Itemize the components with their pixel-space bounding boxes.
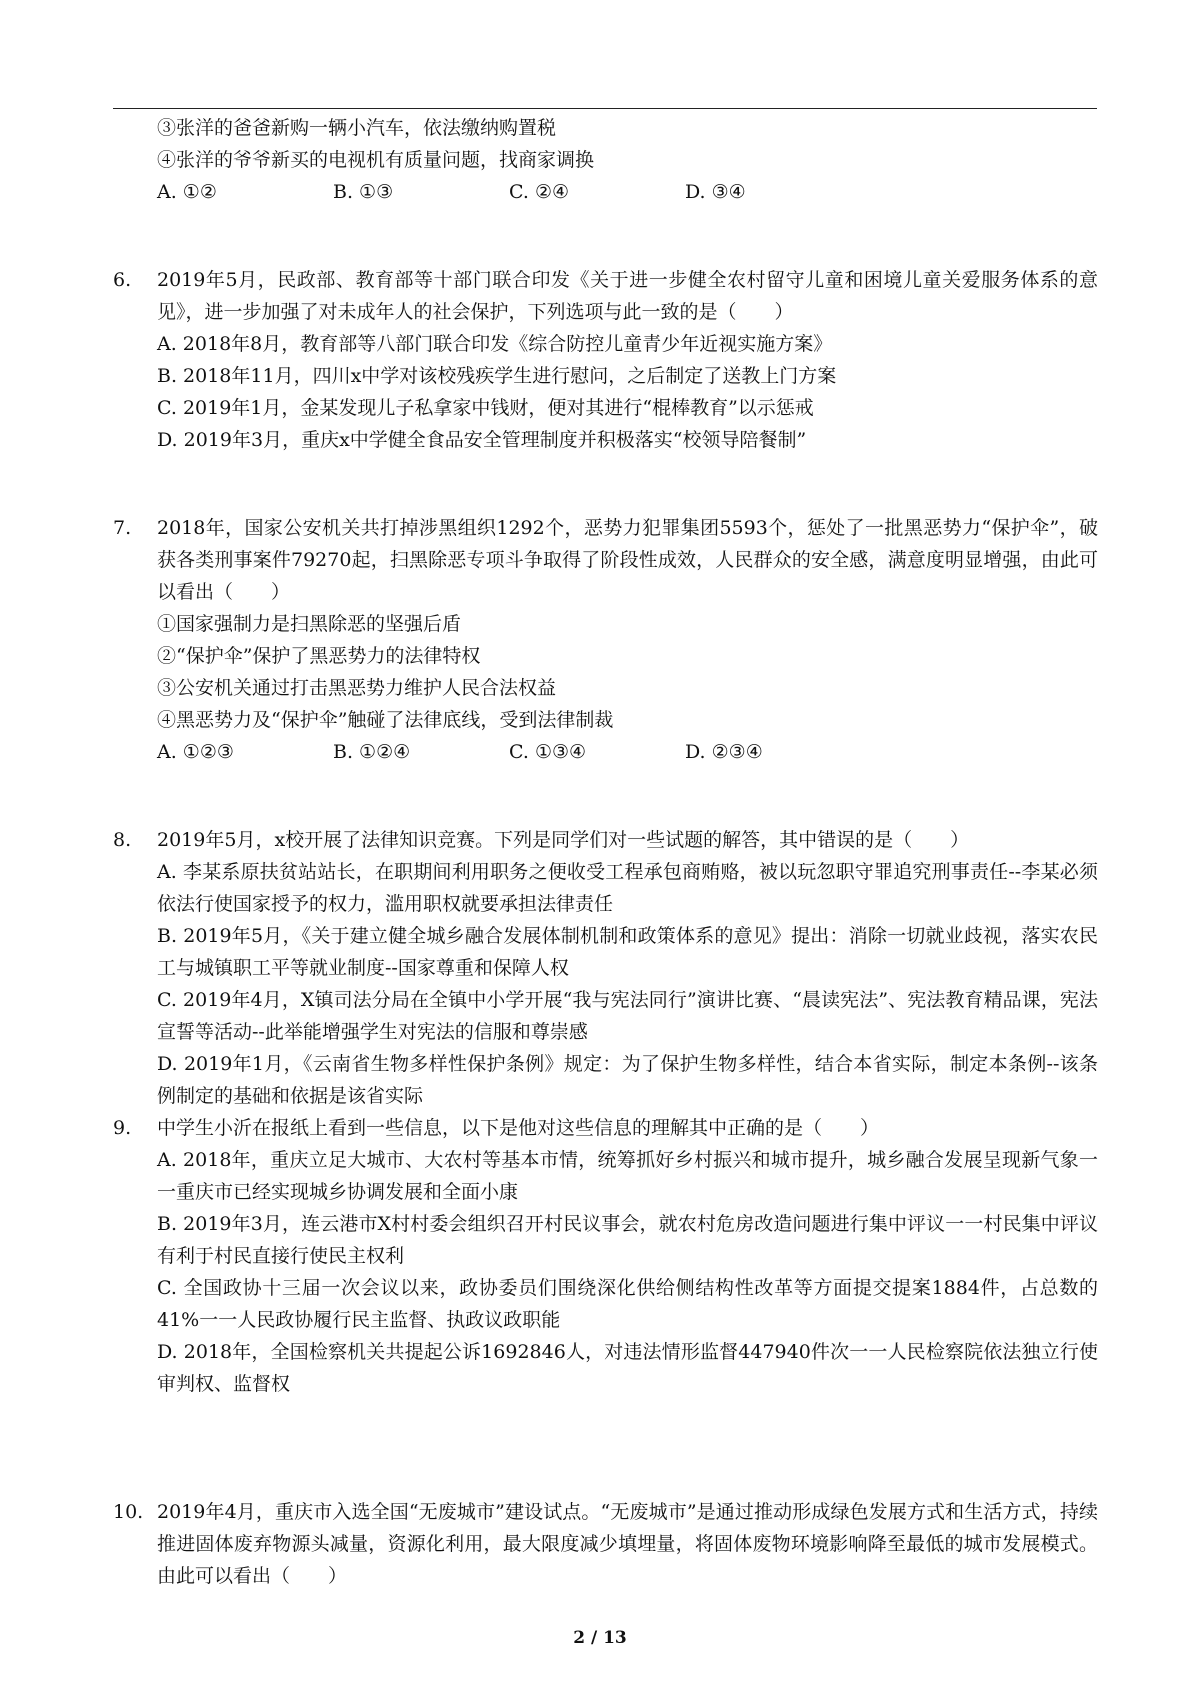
question-6 — [113, 264, 1098, 456]
q5-option-a: A. ①② — [157, 181, 217, 203]
exam-page-content — [113, 112, 1098, 1592]
question-8 — [113, 824, 1098, 1112]
q9-choice-b: B. 2019年3月，连云港市X村村委会组织召开村民议事会，就农村危房改造问题进行集中评议一一村民集中评议有利于村民直接行使民主权利 — [157, 1213, 1098, 1267]
header-rule — [113, 108, 1097, 109]
q5-option-b: B. ①③ — [333, 181, 394, 203]
q6-choice-c: C. 2019年1月，金某发现儿子私拿家中钱财，便对其进行“棍棒教育”以示惩戒 — [157, 397, 814, 419]
question-9-number: 9. — [113, 1117, 132, 1139]
q7-item-1: ①国家强制力是扫黑除恶的坚强后盾 — [157, 613, 462, 635]
q5-options — [113, 176, 1098, 208]
q6-choice-d: D. 2019年3月，重庆x中学健全食品安全管理制度并积极落实“校领导陪餐制” — [157, 429, 807, 451]
q5-option-c: C. ②④ — [509, 181, 570, 203]
q8-choice-c: C. 2019年4月，X镇司法分局在全镇中小学开展“我与宪法同行”演讲比赛、“晨读宪法”、宪法教育精品课，宪法宣誓等活动--此举能增强学生对宪法的信服和尊崇感 — [157, 989, 1098, 1043]
question-8-number: 8. — [113, 829, 132, 851]
q7-item-4: ④黑恶势力及“保护伞”触碰了法律底线，受到法律制裁 — [157, 709, 614, 731]
question-9 — [113, 1112, 1098, 1400]
q6-choice-a: A. 2018年8月，教育部等八部门联合印发《综合防控儿童青少年近视实施方案》 — [157, 333, 833, 355]
question-7 — [113, 512, 1098, 736]
q7-option-b: B. ①②④ — [333, 741, 411, 763]
q8-choice-d: D. 2019年1月，《云南省生物多样性保护条例》规定：为了保护生物多样性，结合本省实际，制定本条例--该条例制定的基础和依据是该省实际 — [157, 1053, 1098, 1107]
q9-choice-c: C. 全国政协十三届一次会议以来，政协委员们围绕深化供给侧结构性改革等方面提交提案1884件，占总数的41%一一人民政协履行民主监督、执政议政职能 — [157, 1277, 1098, 1331]
question-10-stem: 2019年4月，重庆市入选全国“无废城市”建设试点。“无废城市”是通过推动形成绿色发展方式和生活方式，持续推进固体废弃物源头减量，资源化利用，最大限度减少填埋量，将固体废物环境影响降至最低的城市发展模式。由此可以看出（ ） — [157, 1501, 1098, 1587]
page-number: 2 / 13 — [573, 1628, 627, 1648]
q9-choice-a: A. 2018年，重庆立足大城市、大农村等基本市情，统筹抓好乡村振兴和城市提升，城乡融合发展呈现新气象一一重庆市已经实现城乡协调发展和全面小康 — [157, 1149, 1098, 1203]
question-7-number: 7. — [113, 517, 132, 539]
q6-choice-b: B. 2018年11月，四川x中学对该校残疾学生进行慰问，之后制定了送教上门方案 — [157, 365, 837, 387]
question-9-stem: 中学生小沂在报纸上看到一些信息，以下是他对这些信息的理解其中正确的是（ ） — [157, 1117, 880, 1139]
q7-item-2: ②“保护伞”保护了黑恶势力的法律特权 — [157, 645, 481, 667]
q5-option-d: D. ③④ — [685, 181, 746, 203]
q7-option-a: A. ①②③ — [157, 741, 234, 763]
question-10-number: 10. — [113, 1501, 144, 1523]
q7-option-d: D. ②③④ — [685, 741, 763, 763]
q8-choice-b: B. 2019年5月，《关于建立健全城乡融合发展体制机制和政策体系的意见》提出：消除一切就业歧视，落实农民工与城镇职工平等就业制度--国家尊重和保障人权 — [157, 925, 1098, 979]
q5-item-4: ④张洋的爷爷新买的电视机有质量问题，找商家调换 — [157, 149, 595, 171]
question-7-stem: 2018年，国家公安机关共打掉涉黑组织1292个，恶势力犯罪集团5593个，惩处了一批黑恶势力“保护伞”，破获各类刑事案件79270起，扫黑除恶专项斗争取得了阶段性成效，人民群众的安全感，满意度明显增强，由此可以看出（ ） — [157, 517, 1098, 603]
q7-options — [113, 736, 1098, 768]
question-10 — [113, 1496, 1098, 1592]
q5-item-3: ③张洋的爸爸新购一辆小汽车，依法缴纳购置税 — [157, 117, 557, 139]
question-6-number: 6. — [113, 269, 132, 291]
q7-option-c: C. ①③④ — [509, 741, 587, 763]
question-6-stem: 2019年5月，民政部、教育部等十部门联合印发《关于进一步健全农村留守儿童和困境儿童关爱服务体系的意见》，进一步加强了对未成年人的社会保护，下列选项与此一致的是（ ） — [157, 269, 1098, 323]
question-8-stem: 2019年5月，x校开展了法律知识竞赛。下列是同学们对一些试题的解答，其中错误的是（ ） — [157, 829, 970, 851]
q9-choice-d: D. 2018年，全国检察机关共提起公诉1692846人，对违法情形监督447940件次一一人民检察院依法独立行使审判权、监督权 — [157, 1341, 1098, 1395]
q8-choice-a: A. 李某系原扶贫站站长，在职期间利用职务之便收受工程承包商贿赂，被以玩忽职守罪追究刑事责任--李某必须依法行使国家授予的权力，滥用职权就要承担法律责任 — [157, 861, 1098, 915]
q7-item-3: ③公安机关通过打击黑恶势力维护人民合法权益 — [157, 677, 557, 699]
